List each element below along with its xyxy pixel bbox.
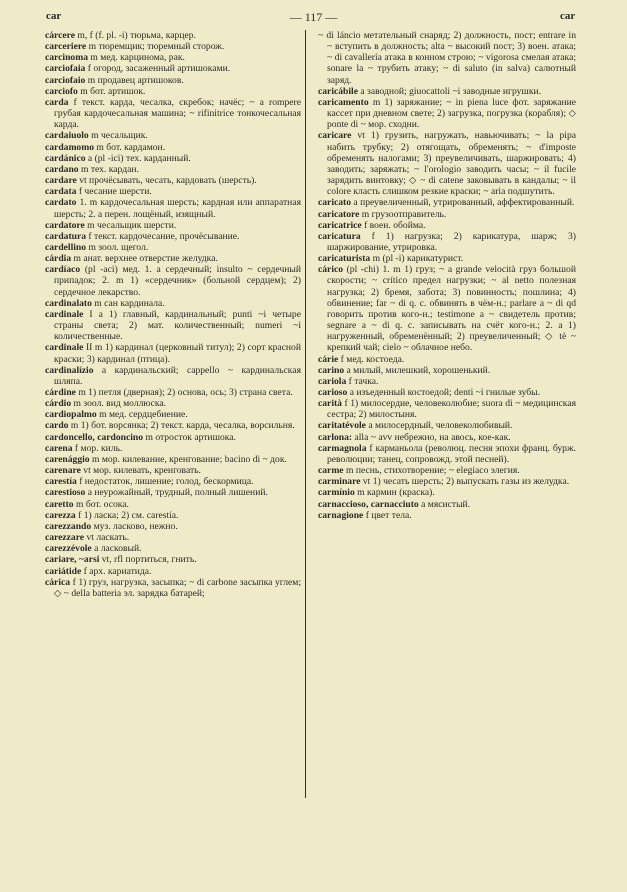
entry-definition: f мед. костоеда. bbox=[338, 353, 405, 365]
entry-headword: cardatura bbox=[45, 230, 87, 242]
entry-headword: carmagnola bbox=[318, 442, 367, 454]
entry-headword: cardo bbox=[45, 420, 69, 432]
entry-headword: caricamento bbox=[318, 96, 369, 108]
entry-definition: m мед. сердцебиение. bbox=[96, 409, 188, 421]
entry-headword: carlona: bbox=[318, 431, 353, 443]
entry-definition: f 1) милосердие, человеколюбие; suora di ~ медицинская сестра; 2) милостыня. bbox=[327, 398, 576, 421]
entry-definition: m песнь, стихотворение; ~ elegíaco элегия. bbox=[343, 465, 520, 477]
entry-headword: cardinale bbox=[45, 308, 84, 320]
entry-headword: cardatore bbox=[45, 219, 85, 231]
dictionary-entry bbox=[318, 220, 576, 231]
entry-headword: cardaiuolo bbox=[45, 130, 89, 142]
dictionary-entry bbox=[318, 253, 576, 264]
entry-definition: f карманьола (революц. песня эпохи франц. бурж. революции; танец, сопровожд. этой песней). bbox=[327, 442, 576, 465]
entry-definition: f воен. обойма. bbox=[361, 219, 426, 231]
dictionary-entry bbox=[45, 220, 301, 231]
entry-headword: carmínio bbox=[318, 487, 355, 499]
dictionary-entry bbox=[45, 97, 301, 130]
dictionary-entry bbox=[45, 432, 301, 443]
dictionary-entry bbox=[45, 197, 301, 219]
dictionary-entry bbox=[318, 499, 576, 510]
dictionary-entry bbox=[45, 510, 301, 521]
entry-headword: carcinoma bbox=[45, 52, 88, 64]
entry-headword: carino bbox=[318, 364, 345, 376]
entry-headword: carenare bbox=[45, 465, 81, 477]
entry-headword: caretto bbox=[45, 498, 74, 510]
entry-definition: vt мор. килевать, кренговать. bbox=[80, 465, 201, 477]
entry-headword: cardano bbox=[45, 163, 79, 175]
entry-headword: carena bbox=[45, 442, 73, 454]
dictionary-entry bbox=[318, 465, 576, 476]
entry-definition: m 1) заряжание; ~ in piena luce фот. заряжание кассет при дневном свете; 2) загрузка, погрузка (корабля); ◇ ponte di ~ мор. сходни. bbox=[327, 96, 576, 131]
entry-headword: carnaccioso, carnacciuto bbox=[318, 498, 419, 510]
entry-headword: cardoncello, cardoncino bbox=[45, 431, 144, 443]
entry-definition: f цвет тела. bbox=[363, 509, 412, 521]
entry-definition: f недостаток, лишение; голод, бескормица. bbox=[76, 476, 254, 488]
dictionary-entry bbox=[318, 231, 576, 253]
entry-definition: f тачка. bbox=[346, 375, 379, 387]
dictionary-entry bbox=[45, 465, 301, 476]
dictionary-entry bbox=[318, 432, 576, 443]
dictionary-entry bbox=[45, 30, 301, 41]
dictionary-entry bbox=[45, 454, 301, 465]
dictionary-entry bbox=[45, 409, 301, 420]
entry-definition: f мор. киль. bbox=[72, 442, 123, 454]
entry-headword: carezzando bbox=[45, 520, 92, 532]
entry-headword: cardellino bbox=[45, 241, 87, 253]
dictionary-entry bbox=[45, 543, 301, 554]
dictionary-entry bbox=[45, 387, 301, 398]
dictionary-entry bbox=[318, 86, 576, 97]
entry-headword: cardiopalmo bbox=[45, 409, 97, 421]
entry-headword: cardata bbox=[45, 186, 77, 198]
entry-headword: carciofo bbox=[45, 85, 78, 97]
dictionary-entry bbox=[45, 242, 301, 253]
entry-definition: alla ~ avv небрежно, на авось, кое-как. bbox=[352, 431, 511, 443]
entry-definition: m 1) петля (дверная); 2) основа, ось; 3) страна света. bbox=[75, 387, 293, 398]
entry-definition: a заводной; giuocattoli ~i заводные игрушки. bbox=[357, 85, 542, 97]
entry-definition: vt 1) грузить, нагружать, навьючивать; ~ la pipa набить трубку; 2) отягощать, обременять; ~ d'imposte обременять налогами; 3) преувеличивать, шаржировать; 4) заводить; заряжать; ~ l'orologio заводить часы; ~ il fucile зарядить винтовку; ◇ ~ di catene заковывать в кандалы; ~ il colore класть слишком резкие краски; ~ aria подшутить. bbox=[327, 130, 576, 198]
entry-headword: cárdio bbox=[45, 398, 72, 410]
dictionary-entry bbox=[318, 398, 576, 420]
entry-definition: m (pl -i) карикатурист. bbox=[370, 253, 464, 265]
entry-definition: m мор. килевание, кренгование; bacino di ~ док. bbox=[89, 453, 287, 465]
dictionary-entry bbox=[45, 52, 301, 63]
entry-definition: m грузоотправитель. bbox=[359, 208, 447, 220]
dictionary-entry bbox=[45, 499, 301, 510]
entry-headword: carestía bbox=[45, 476, 77, 488]
dictionary-entry bbox=[45, 153, 301, 164]
entry-definition: a милосердный, человеколюбивый. bbox=[365, 420, 513, 432]
entry-definition: II m 1) кардинал (церковный титул); 2) сорт красной краски; 3) кардинал (птица). bbox=[54, 342, 301, 365]
entry-headword: cárica bbox=[45, 576, 71, 588]
dictionary-entry bbox=[45, 175, 301, 186]
entry-definition: a мясистый. bbox=[418, 498, 471, 510]
entry-definition: m отросток артишока. bbox=[143, 431, 236, 443]
entry-definition: m тюремщик; тюремный сторож. bbox=[86, 41, 225, 53]
entry-definition: a преувеличенный, утрированный, аффектированный. bbox=[351, 197, 575, 209]
entry-definition: a кардинальский; cappello ~ кардинальская шляпа. bbox=[54, 364, 301, 387]
entry-definition: f чесание шерсти. bbox=[76, 186, 152, 198]
entry-definition: I a 1) главный, кардинальный; punti ~i четыре страны света; 2) мат. количественный; numeri ~i количественные. bbox=[54, 308, 301, 343]
dictionary-entry bbox=[318, 476, 576, 487]
entry-headword: cárico bbox=[318, 264, 344, 276]
entry-definition: m бот. осока. bbox=[73, 498, 129, 510]
entry-definition: (pl -aci) мед. 1. a сердечный; insulto ~ сердечный припадок; 2. m 1) «сердечник» (больной сердцем); 2) сердечное лекарство. bbox=[54, 264, 301, 298]
entry-headword: carnagione bbox=[318, 509, 364, 521]
entry-headword: cárcere bbox=[45, 30, 75, 41]
dictionary-entry bbox=[45, 476, 301, 487]
dictionary-entry bbox=[318, 487, 576, 498]
entry-definition: m чесальщик шерсти. bbox=[84, 219, 177, 231]
dictionary-entry bbox=[318, 130, 576, 197]
dictionary-entry bbox=[318, 264, 576, 353]
entry-headword: carceriere bbox=[45, 41, 87, 53]
dictionary-entry bbox=[318, 376, 576, 387]
dictionary-entry bbox=[45, 253, 301, 264]
entry-definition: m 1) бот. ворсянка; 2) текст. карда, чесалка, ворсильня. bbox=[68, 420, 295, 432]
page-number: — 117 — bbox=[289, 10, 338, 24]
dictionary-entry bbox=[318, 30, 576, 86]
entry-headword: cariátide bbox=[45, 565, 82, 577]
right-guide-word: car bbox=[560, 10, 576, 22]
dictionary-entry bbox=[318, 510, 576, 521]
entry-headword: carezzévole bbox=[45, 543, 92, 555]
entry-definition: a неурожайный, трудный, полный лишений. bbox=[85, 487, 268, 499]
entry-headword: cárdia bbox=[45, 253, 72, 265]
dictionary-entry bbox=[45, 41, 301, 52]
entry-definition: m анат. верхнее отверстие желудка. bbox=[71, 253, 218, 265]
entry-headword: caricaturista bbox=[318, 253, 371, 265]
dictionary-entry bbox=[45, 342, 301, 364]
dictionary-entry bbox=[318, 97, 576, 130]
entry-definition: m бот. артишок. bbox=[77, 85, 146, 97]
entry-headword: carenággio bbox=[45, 453, 90, 465]
entry-definition: a изъеденный костоедой; denti ~i гнилые зубы. bbox=[347, 387, 540, 398]
entry-definition: (pl -chi) 1. m 1) груз; ~ a grande velocità груз большой скорости; ~ crítico предел нагрузки; ~ al netto полезная нагрузка; 2) бремя, забота; 3) повинность; пошлина; 4) обвинение; far ~ di q. c. обвинять в чём-н.; parlare a ~ di qd говорить против кого-н.; testimone a ~ свидетель против; segnare a ~ di q. c. записывать на счёт кого-н.; 2. a 1) нагруженный, обременённый; 2) преувеличенный; ◇ tè ~ крепкий чай; cielo ~ облачное небо. bbox=[327, 264, 576, 354]
entry-definition: муз. ласково, нежно. bbox=[91, 520, 178, 532]
dictionary-entry bbox=[45, 298, 301, 309]
entry-headword: cardíaco bbox=[45, 264, 81, 276]
entry-headword: cariola bbox=[318, 375, 347, 387]
entry-headword: caritatévole bbox=[318, 420, 366, 432]
entry-definition: m кармин (краска). bbox=[354, 487, 435, 499]
left-guide-word: car bbox=[46, 10, 62, 22]
entry-definition: m тех. кардан. bbox=[78, 163, 139, 175]
entry-headword: cardamomo bbox=[45, 141, 95, 153]
dictionary-entry bbox=[45, 186, 301, 197]
entry-headword: caricatura bbox=[318, 230, 361, 242]
dictionary-entry bbox=[45, 398, 301, 409]
entry-definition: m сан кардинала. bbox=[91, 297, 165, 309]
entry-headword: cardinale bbox=[45, 342, 84, 354]
entry-definition: vt 1) чесать шерсть; 2) выпускать газы из желудка. bbox=[360, 476, 570, 488]
dictionary-entry bbox=[45, 577, 301, 599]
dictionary-entry bbox=[45, 521, 301, 532]
entry-headword: carciofaio bbox=[45, 74, 86, 86]
dictionary-entry bbox=[318, 209, 576, 220]
entry-definition: f 1) нагрузка; 2) карикатура, шарж; 3) шаржирование, утрировка. bbox=[327, 230, 576, 253]
entry-headword: carezzare bbox=[45, 532, 85, 544]
entry-definition: m продавец артишоков. bbox=[85, 74, 184, 86]
entry-definition: a (pl -ici) тех. карданный. bbox=[85, 152, 191, 164]
entry-definition: f огород, засаженный артишоками. bbox=[85, 63, 231, 75]
entry-headword: carezza bbox=[45, 509, 76, 521]
entry-headword: cárie bbox=[318, 353, 339, 365]
entry-headword: carestioso bbox=[45, 487, 86, 499]
dictionary-entry bbox=[45, 309, 301, 342]
entry-definition: m чесальщик. bbox=[88, 130, 148, 142]
entry-headword: caricábile bbox=[318, 85, 358, 97]
dictionary-entry bbox=[45, 142, 301, 153]
entry-definition: m, f (f. pl. -i) тюрьма, карцер. bbox=[75, 30, 196, 41]
entry-definition: f 1) груз, нагрузка, засыпка; ~ di carbone засыпка углем; ◇ ~ della batteria эл. зарядка батарей; bbox=[54, 576, 301, 599]
entry-definition: vt прочёсывать, чесать, кардовать (шерсть). bbox=[76, 175, 257, 187]
dictionary-entry bbox=[45, 487, 301, 498]
dictionary-entry bbox=[45, 264, 301, 297]
dictionary-entry bbox=[45, 86, 301, 97]
entry-definition: vt ласкать. bbox=[84, 532, 130, 544]
entry-headword: cardinalízio bbox=[45, 364, 94, 376]
entry-headword: carioso bbox=[318, 387, 348, 398]
entry-headword: cárdine bbox=[45, 387, 76, 398]
entry-definition: 1. m кардочесальная шерсть; кардная или аппаратная шерсть; 2. a перен. лощёный, изящный. bbox=[54, 197, 301, 220]
entry-headword: caricare bbox=[318, 130, 352, 142]
entry-definition: f текст. карда, чесалка, скребок; начёс; ~ a rompere грубая кардочесальная машина; ~ rifinitrice тонкочесальная карда. bbox=[54, 96, 301, 131]
entry-headword: caricatore bbox=[318, 208, 360, 220]
dictionary-entry bbox=[45, 443, 301, 454]
dictionary-entry bbox=[318, 387, 576, 398]
column-divider bbox=[305, 30, 306, 798]
entry-definition: a милый, милешкий, хорошенький. bbox=[344, 364, 491, 376]
entry-definition: m мед. карцинома, рак. bbox=[88, 52, 185, 64]
entry-headword: cardare bbox=[45, 175, 77, 187]
dictionary-entry bbox=[45, 420, 301, 431]
dictionary-entry bbox=[45, 532, 301, 543]
entry-headword: cariare, ~arsi bbox=[45, 554, 100, 566]
entry-headword: cardato bbox=[45, 197, 77, 209]
entry-definition: f арх. кариатида. bbox=[81, 565, 152, 577]
dictionary-entry bbox=[45, 554, 301, 565]
entry-definition: ~ di láncio метательный снаряд; 2) должность, пост; entrare in ~ вступить в должность; alta ~ высокий пост; 3) воен. атака; ~ di cavallería атака в конном строю; ~ vigorosa смелая атака; sonare la ~ трубить атаку; ~ di saluto (in salva) салютный заряд. bbox=[318, 30, 576, 86]
entry-headword: carciofaia bbox=[45, 63, 86, 75]
dictionary-entry bbox=[45, 75, 301, 86]
entry-definition: m бот. кардамон. bbox=[94, 141, 166, 153]
entry-headword: carminare bbox=[318, 476, 361, 488]
entry-headword: caricato bbox=[318, 197, 352, 209]
entry-definition: m зоол. щегол. bbox=[86, 241, 149, 253]
entry-definition: f текст. кардочесание, прочёсывание. bbox=[86, 230, 240, 242]
dictionary-entry bbox=[45, 231, 301, 242]
dictionary-entry bbox=[318, 365, 576, 376]
right-column bbox=[318, 30, 576, 521]
entry-headword: carda bbox=[45, 96, 69, 108]
dictionary-entry bbox=[45, 365, 301, 387]
entry-headword: cardánico bbox=[45, 152, 86, 164]
entry-definition: m зоол. вид моллюска. bbox=[71, 398, 167, 410]
entry-headword: carità bbox=[318, 398, 342, 410]
dictionary-entry bbox=[45, 63, 301, 74]
entry-definition: f 1) ласка; 2) см. carestía. bbox=[75, 509, 179, 521]
dictionary-entry bbox=[45, 566, 301, 577]
entry-definition: vt, rfl портиться, гнить. bbox=[99, 554, 197, 566]
dictionary-entry bbox=[318, 354, 576, 365]
dictionary-entry bbox=[318, 197, 576, 208]
entry-headword: cardinalato bbox=[45, 297, 92, 309]
left-column bbox=[45, 30, 301, 599]
dictionary-entry bbox=[45, 130, 301, 141]
dictionary-entry bbox=[318, 443, 576, 465]
dictionary-entry bbox=[45, 164, 301, 175]
entry-definition: a ласковый. bbox=[91, 543, 142, 555]
entry-headword: caricatrice bbox=[318, 219, 362, 231]
dictionary-entry bbox=[318, 420, 576, 431]
entry-headword: carme bbox=[318, 465, 344, 477]
